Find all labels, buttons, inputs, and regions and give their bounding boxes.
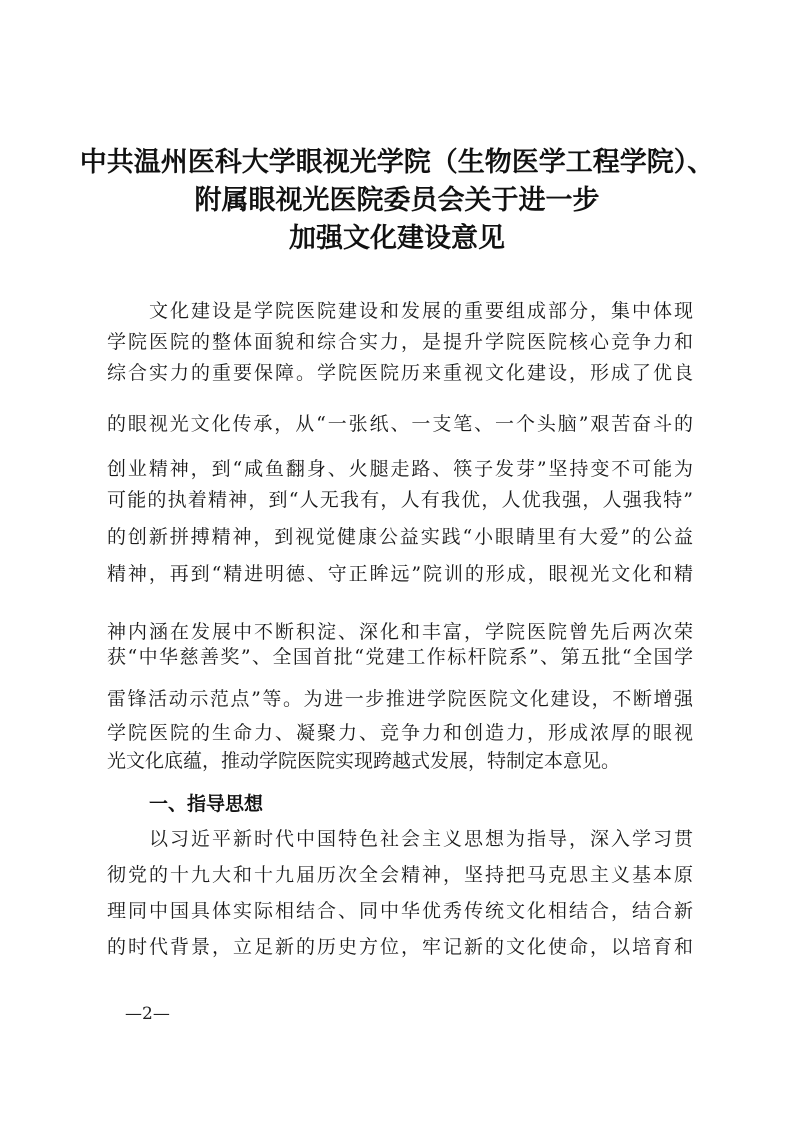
title-line: 加强文化建设意见 xyxy=(289,223,505,254)
title-line: 附属眼视光医院委员会关于进一步 xyxy=(194,185,600,216)
paragraph-line: 文化建设是学院医院建设和发展的重要组成部分，集中体现 xyxy=(149,300,693,322)
title-line: 中共温州医科大学眼视光学院（生物医学工程学院）、 xyxy=(79,147,715,178)
paragraph-line: 获“中华慈善奖”、全国首批“党建工作标杆院系”、第五批“全国学 xyxy=(107,646,693,668)
paragraph-line: 精神，再到“精进明德、守正眸远”院训的形成，眼视光文化和精 xyxy=(107,563,693,585)
paragraph-line: 彻党的十九大和十九届历次全会精神，坚持把马克思主义基本原 xyxy=(107,864,693,886)
page-number: —2— xyxy=(125,1004,170,1024)
document-title xyxy=(0,144,794,258)
paragraph-line: 的时代背景，立足新的历史方位，牢记新的文化使命，以培育和 xyxy=(107,936,693,958)
section-heading: 一、指导思想 xyxy=(149,793,264,815)
paragraph-line: 的创新拼搏精神，到视觉健康公益实践“小眼睛里有大爱”的公益 xyxy=(107,526,693,548)
paragraph-line: 综合实力的重要保障。学院医院历来重视文化建设，形成了优良 xyxy=(107,362,693,384)
paragraph-line: 光文化底蕴，推动学院医院实现跨越式发展，特制定本意见。 xyxy=(107,750,621,772)
paragraph-line: 学院医院的生命力、凝聚力、竞争力和创造力，形成浓厚的眼视 xyxy=(107,722,693,744)
paragraph-line: 理同中国具体实际相结合、同中华优秀传统文化相结合，结合新 xyxy=(107,900,693,922)
paragraph-line: 雷锋活动示范点”等。为进一步推进学院医院文化建设，不断增强 xyxy=(107,688,693,710)
paragraph-line: 学院医院的整体面貌和综合实力，是提升学院医院核心竞争力和 xyxy=(107,331,693,353)
paragraph-line: 创业精神，到“咸鱼翻身、火腿走路、筷子发芽”坚持变不可能为 xyxy=(107,458,693,480)
paragraph-line: 以习近平新时代中国特色社会主义思想为指导，深入学习贯 xyxy=(149,828,693,850)
paragraph-line: 可能的执着精神，到“人无我有，人有我优，人优我强，人强我特” xyxy=(107,489,693,511)
paragraph-line: 神内涵在发展中不断积淀、深化和丰富，学院医院曾先后两次荣 xyxy=(107,621,693,643)
paragraph-line: 的眼视光文化传承，从“一张纸、一支笔、一个头脑”艰苦奋斗的 xyxy=(107,413,693,435)
